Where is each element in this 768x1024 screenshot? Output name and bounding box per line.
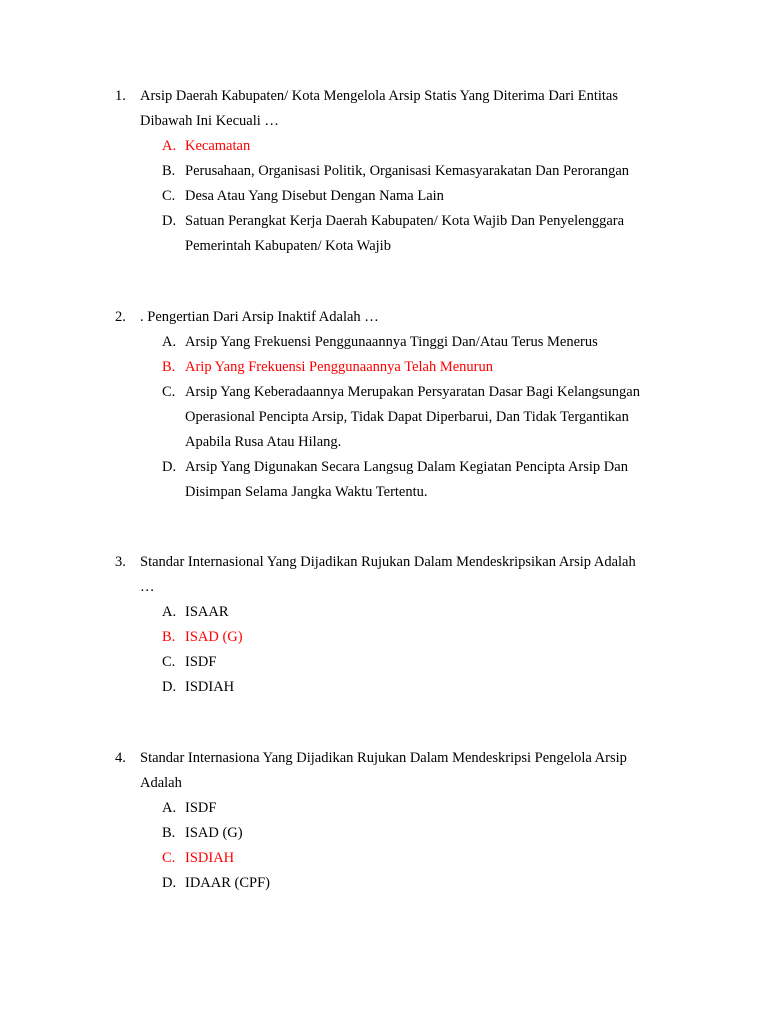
option-text: Operasional Pencipta Arsip, Tidak Dapat Diperbarui, Dan Tidak Tergantikan: [185, 409, 629, 425]
option-text: ISDIAH: [185, 850, 235, 866]
question-text: Adalah: [140, 775, 182, 791]
option-text: Desa Atau Yang Disebut Dengan Nama Lain: [185, 188, 444, 204]
option-text: Arip Yang Frekuensi Penggunaannya Telah Menurun: [185, 359, 494, 375]
option-c: [0, 380, 768, 405]
option-a: [0, 330, 768, 355]
option-letter: A.: [162, 604, 177, 620]
option-letter: B.: [162, 359, 176, 375]
option-letter: C.: [162, 188, 176, 204]
option-b: [0, 821, 768, 846]
question-number: 1.: [115, 88, 126, 104]
question-text: Standar Internasional Yang Dijadikan Rujukan Dalam Mendeskripsikan Arsip Adalah: [140, 554, 636, 570]
option-text: Arsip Yang Digunakan Secara Langsug Dalam Kegiatan Pencipta Arsip Dan: [185, 459, 628, 475]
question-text: …: [140, 579, 155, 595]
option-a: [0, 796, 768, 821]
option-text: ISAD (G): [185, 825, 243, 841]
question-text: Standar Internasiona Yang Dijadikan Rujukan Dalam Mendeskripsi Pengelola Arsip: [140, 750, 627, 766]
option-text: Satuan Perangkat Kerja Daerah Kabupaten/ Kota Wajib Dan Penyelenggara: [185, 213, 625, 229]
option-text: ISAD (G): [185, 629, 243, 645]
question-1: [0, 84, 768, 259]
question-3: [0, 550, 768, 700]
option-d: [0, 455, 768, 480]
option-c: [0, 184, 768, 209]
option-letter: C.: [162, 654, 176, 670]
option-text: Arsip Yang Frekuensi Penggunaannya Tinggi Dan/Atau Terus Menerus: [185, 334, 598, 350]
option-letter: C.: [162, 384, 176, 400]
option-b: [0, 159, 768, 184]
option-a: [0, 600, 768, 625]
option-c: [0, 846, 768, 871]
option-letter: D.: [162, 459, 177, 475]
option-letter: A.: [162, 138, 177, 154]
option-a: [0, 134, 768, 159]
question-4: [0, 746, 768, 896]
option-text: ISAAR: [185, 604, 229, 620]
option-d: [0, 209, 768, 234]
option-c: [0, 650, 768, 675]
question-text: Dibawah Ini Kecuali …: [140, 113, 279, 129]
question-number: 3.: [115, 554, 126, 570]
option-letter: A.: [162, 334, 177, 350]
option-letter: D.: [162, 213, 177, 229]
option-d: [0, 675, 768, 700]
option-letter: B.: [162, 163, 176, 179]
option-text: Kecamatan: [185, 138, 251, 154]
option-text: ISDF: [185, 654, 217, 670]
option-letter: A.: [162, 800, 177, 816]
question-text: . Pengertian Dari Arsip Inaktif Adalah …: [140, 309, 379, 325]
option-d-continued: [0, 234, 768, 259]
option-text: Perusahaan, Organisasi Politik, Organisasi Kemasyarakatan Dan Perorangan: [185, 163, 630, 179]
option-text: Arsip Yang Keberadaannya Merupakan Persyaratan Dasar Bagi Kelangsungan: [185, 384, 640, 400]
option-text: ISDF: [185, 800, 217, 816]
option-c-continued: [0, 405, 768, 430]
option-letter: D.: [162, 679, 177, 695]
option-d-continued: [0, 480, 768, 505]
option-letter: D.: [162, 875, 177, 891]
option-b: [0, 355, 768, 380]
question-text: Arsip Daerah Kabupaten/ Kota Mengelola Arsip Statis Yang Diterima Dari Entitas: [140, 88, 618, 104]
option-letter: B.: [162, 825, 176, 841]
option-letter: B.: [162, 629, 176, 645]
option-text: ISDIAH: [185, 679, 235, 695]
option-text: Pemerintah Kabupaten/ Kota Wajib: [185, 238, 391, 254]
option-c-continued: [0, 430, 768, 455]
option-text: IDAAR (CPF): [185, 875, 270, 891]
option-text: Apabila Rusa Atau Hilang.: [185, 434, 342, 450]
question-2: [0, 305, 768, 505]
option-d: [0, 871, 768, 896]
option-text: Disimpan Selama Jangka Waktu Tertentu.: [185, 484, 428, 500]
question-number: 4.: [115, 750, 126, 766]
option-letter: C.: [162, 850, 176, 866]
option-b: [0, 625, 768, 650]
question-number: 2.: [115, 309, 126, 325]
